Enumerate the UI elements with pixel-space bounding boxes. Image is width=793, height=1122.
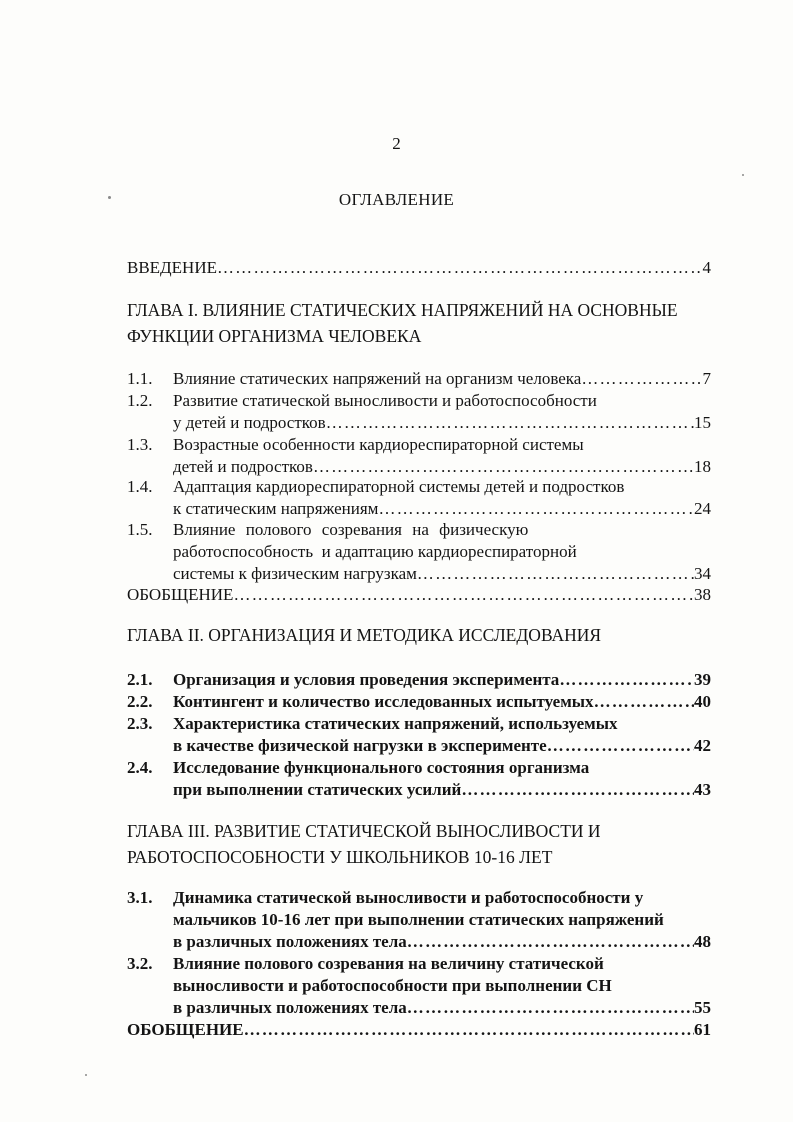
section-title: Влияние полового созревания на величину статической [173,954,604,973]
toc-entry-1-4[interactable] [127,476,711,498]
chapter-2-heading[interactable] [127,622,727,648]
toc-entry-intro[interactable] [127,257,711,279]
section-title-cont: выносливости и работоспособности при выполнении СН [173,976,612,995]
chapter-1-title-line1: ГЛАВА I. ВЛИЯНИЕ СТАТИЧЕСКИХ НАПРЯЖЕНИЙ НА ОСНОВНЫЕ [127,300,678,320]
dot-leader [547,735,694,757]
section-title-cont: при выполнении статических усилий [173,780,462,799]
toc-entry-3-1[interactable] [127,887,711,909]
toc-entry-1-3-cont[interactable] [127,456,711,478]
section-number: 1.4. [127,477,153,496]
dot-leader [244,1019,694,1041]
scan-speck [742,174,744,176]
toc-entry-3-2[interactable] [127,953,711,975]
section-number: 3.2. [127,954,153,973]
toc-entry-title: ОБОБЩЕНИЕ [127,1020,244,1039]
section-page: 24 [694,499,711,518]
section-page: 7 [702,369,711,388]
section-title: Контингент и количество исследованных испытуемых [173,692,594,711]
toc-entry-title: ОБОБЩЕНИЕ [127,585,234,604]
section-title: Влияние полового созревания на физическую [173,520,529,539]
section-title: Динамика статической выносливости и работоспособности у [173,888,644,907]
toc-entry-summary-3[interactable] [127,1019,711,1041]
section-number: 1.1. [127,369,153,388]
chapter-3-title-line2: РАБОТОСПОСОБНОСТИ У ШКОЛЬНИКОВ 10-16 ЛЕТ [127,847,553,867]
toc-entry-1-4-cont[interactable] [127,498,711,520]
dot-leader [378,498,694,520]
chapter-3-title-line1: ГЛАВА III. РАЗВИТИЕ СТАТИЧЕСКОЙ ВЫНОСЛИВОСТИ И [127,821,601,841]
section-page: 55 [694,998,711,1017]
dot-leader [313,456,694,478]
section-title: Влияние статических напряжений на организм человека [173,369,582,388]
toc-entry-2-3[interactable] [127,713,711,735]
section-page: 43 [694,780,711,799]
section-title: Характеристика статических напряжений, используемых [173,714,618,733]
chapter-1-heading[interactable] [127,297,727,349]
section-title: Организация и условия проведения эксперимента [173,670,560,689]
section-title: Возрастные особенности кардиореспираторной системы [173,435,584,454]
toc-entry-summary-1[interactable] [127,584,711,606]
section-page: 48 [694,932,711,951]
section-title: Адаптация кардиореспираторной системы детей и подростков [173,477,625,496]
section-title-cont: в качестве физической нагрузки в эксперименте [173,736,547,755]
section-page: 34 [694,564,711,583]
section-number: 3.1. [127,888,153,907]
chapter-2-title: ГЛАВА II. ОРГАНИЗАЦИЯ И МЕТОДИКА ИССЛЕДОВАНИЯ [127,625,602,645]
section-number: 2.2. [127,692,153,711]
dot-leader [417,563,694,585]
toc-entry-2-4[interactable] [127,757,711,779]
scan-speck [108,196,111,199]
section-title: Развитие статической выносливости и работоспособности [173,391,597,410]
dot-leader [326,412,694,434]
toc-entry-1-5-cont2[interactable] [127,563,711,585]
section-title-cont: мальчиков 10-16 лет при выполнении статических напряжений [173,910,664,929]
chapter-1-title-line2: ФУНКЦИИ ОРГАНИЗМА ЧЕЛОВЕКА [127,326,422,346]
dot-leader [581,368,702,390]
section-number: 1.3. [127,435,153,454]
section-number: 1.2. [127,391,153,410]
section-title-cont: в различных положениях тела [173,998,407,1017]
section-number: 2.3. [127,714,153,733]
section-title-cont: работоспособность и адаптацию кардиореспираторной [173,542,577,561]
toc-entry-page: 4 [702,258,711,277]
toc-entry-1-2[interactable] [127,390,711,412]
section-page: 15 [694,413,711,432]
section-page: 18 [694,457,711,476]
section-title: Исследование функционального состояния организма [173,758,590,777]
toc-entry-3-2-cont[interactable] [127,975,711,997]
section-title-cont: к статическим напряжениям [173,499,379,518]
dot-leader [594,691,694,713]
dot-leader [559,669,694,691]
toc-entry-3-1-cont[interactable] [127,909,711,931]
dot-leader [461,779,694,801]
toc-entry-1-5-cont[interactable] [127,541,711,563]
dot-leader [407,997,694,1019]
dot-leader [217,257,703,279]
scan-speck [85,1074,87,1076]
section-number: 1.5. [127,520,153,539]
section-title-cont: системы к физическим нагрузкам [173,564,417,583]
toc-entry-1-3[interactable] [127,434,711,456]
toc-entry-title: ВВЕДЕНИЕ [127,258,217,277]
section-number: 2.1. [127,670,153,689]
toc-entry-1-1[interactable] [127,368,711,390]
section-title-cont: детей и подростков [173,457,313,476]
toc-entry-2-4-cont[interactable] [127,779,711,801]
page-number: 2 [392,134,401,153]
chapter-3-heading[interactable] [127,818,727,870]
toc-entry-2-3-cont[interactable] [127,735,711,757]
toc-entry-1-5[interactable] [127,519,711,541]
toc-entry-2-1[interactable] [127,669,711,691]
section-page: 40 [694,692,711,711]
section-title-cont: в различных положениях тела [173,932,407,951]
toc-entry-3-1-cont2[interactable] [127,931,711,953]
toc-entry-3-2-cont2[interactable] [127,997,711,1019]
toc-entry-2-2[interactable] [127,691,711,713]
dot-leader [407,931,694,953]
section-page: 42 [694,736,711,755]
toc-entry-page: 38 [694,585,711,604]
section-number: 2.4. [127,758,153,777]
dot-leader [233,584,694,606]
section-page: 39 [694,670,711,689]
section-title-cont: у детей и подростков [173,413,326,432]
toc-entry-1-2-cont[interactable] [127,412,711,434]
toc-entry-page: 61 [694,1020,711,1039]
toc-title: ОГЛАВЛЕНИЕ [338,190,455,209]
